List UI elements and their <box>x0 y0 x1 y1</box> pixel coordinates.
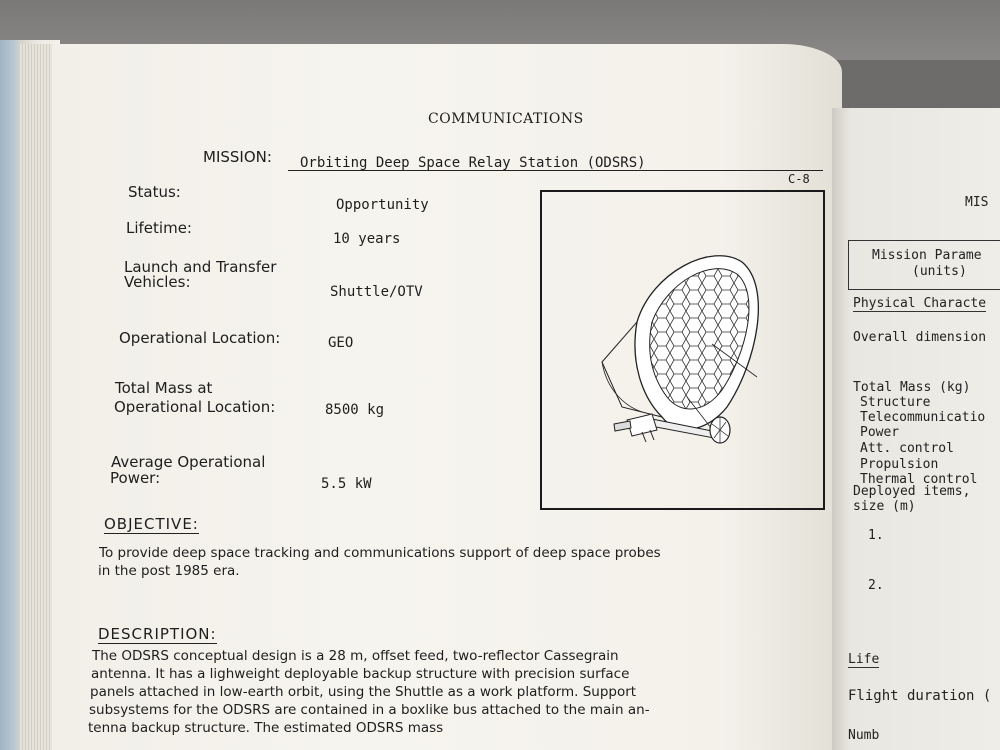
right-table-header-1: Mission Parame <box>872 248 982 263</box>
location-label: Operational Location: <box>119 329 281 347</box>
right-mass-0: Total Mass (kg) <box>853 380 971 395</box>
lifetime-value: 10 years <box>333 231 401 247</box>
description-line-5: tenna backup structure. The estimated ODSRS mass <box>88 720 444 736</box>
mission-underline <box>288 170 823 171</box>
launch-value: Shuttle/OTV <box>330 284 423 300</box>
status-value: Opportunity <box>336 197 429 213</box>
objective-heading: OBJECTIVE: <box>104 515 199 533</box>
right-deployed-2: size (m) <box>853 499 916 514</box>
page-title: COMMUNICATIONS <box>428 111 584 127</box>
description-line-3: panels attached in low-earth orbit, using the Shuttle as a work platform. Support <box>90 684 637 700</box>
right-page-title: MIS <box>965 195 989 210</box>
right-deployed-1: Deployed items, <box>853 484 971 499</box>
antenna-illustration <box>542 192 822 507</box>
right-table-header-2: (units) <box>912 264 967 279</box>
objective-line-1: To provide deep space tracking and communications support of deep space probes <box>99 545 661 561</box>
right-item-1: 1. <box>868 528 884 543</box>
description-line-1: The ODSRS conceptual design is a 28 m, offset feed, two-reflector Cassegrain <box>92 648 619 664</box>
right-mass-4: Att. control <box>860 441 954 456</box>
power-label-2: Power: <box>110 469 161 487</box>
launch-label-2: Vehicles: <box>124 273 191 291</box>
description-line-4: subsystems for the ODSRS are contained in a boxlike bus attached to the main an- <box>89 702 650 718</box>
mass-value: 8500 kg <box>325 402 385 418</box>
right-life: Life <box>848 652 880 667</box>
right-mass-1: Structure <box>860 395 931 410</box>
right-mass-3: Power <box>860 425 900 440</box>
mass-label-2: Operational Location: <box>114 398 276 416</box>
page-code: C-8 <box>788 172 810 186</box>
right-overall: Overall dimension <box>853 330 987 345</box>
lifetime-label: Lifetime: <box>126 219 192 237</box>
right-item-2: 2. <box>868 578 884 593</box>
right-mass-2: Telecommunicatio <box>860 410 986 425</box>
right-mass-6: Thermal control <box>860 472 978 487</box>
location-value: GEO <box>328 335 354 351</box>
description-heading: DESCRIPTION: <box>98 625 217 643</box>
mission-name: Orbiting Deep Space Relay Station (ODSRS) <box>300 155 646 171</box>
objective-line-2: in the post 1985 era. <box>98 563 240 579</box>
right-section: Physical Characte <box>853 296 987 311</box>
description-line-2: antenna. It has a lighweight deployable backup structure with precision surface <box>91 666 630 682</box>
mission-label: MISSION: <box>203 148 272 166</box>
right-mass-5: Propulsion <box>860 457 939 472</box>
power-value: 5.5 kW <box>321 476 372 492</box>
launch-label-1: Launch and Transfer <box>124 258 277 276</box>
right-number: Numb <box>848 728 880 743</box>
right-flight: Flight duration ( <box>848 688 992 704</box>
status-label: Status: <box>128 183 181 201</box>
illustration-frame <box>540 190 825 510</box>
mass-label-1: Total Mass at <box>115 379 213 397</box>
power-label-1: Average Operational <box>111 453 266 471</box>
